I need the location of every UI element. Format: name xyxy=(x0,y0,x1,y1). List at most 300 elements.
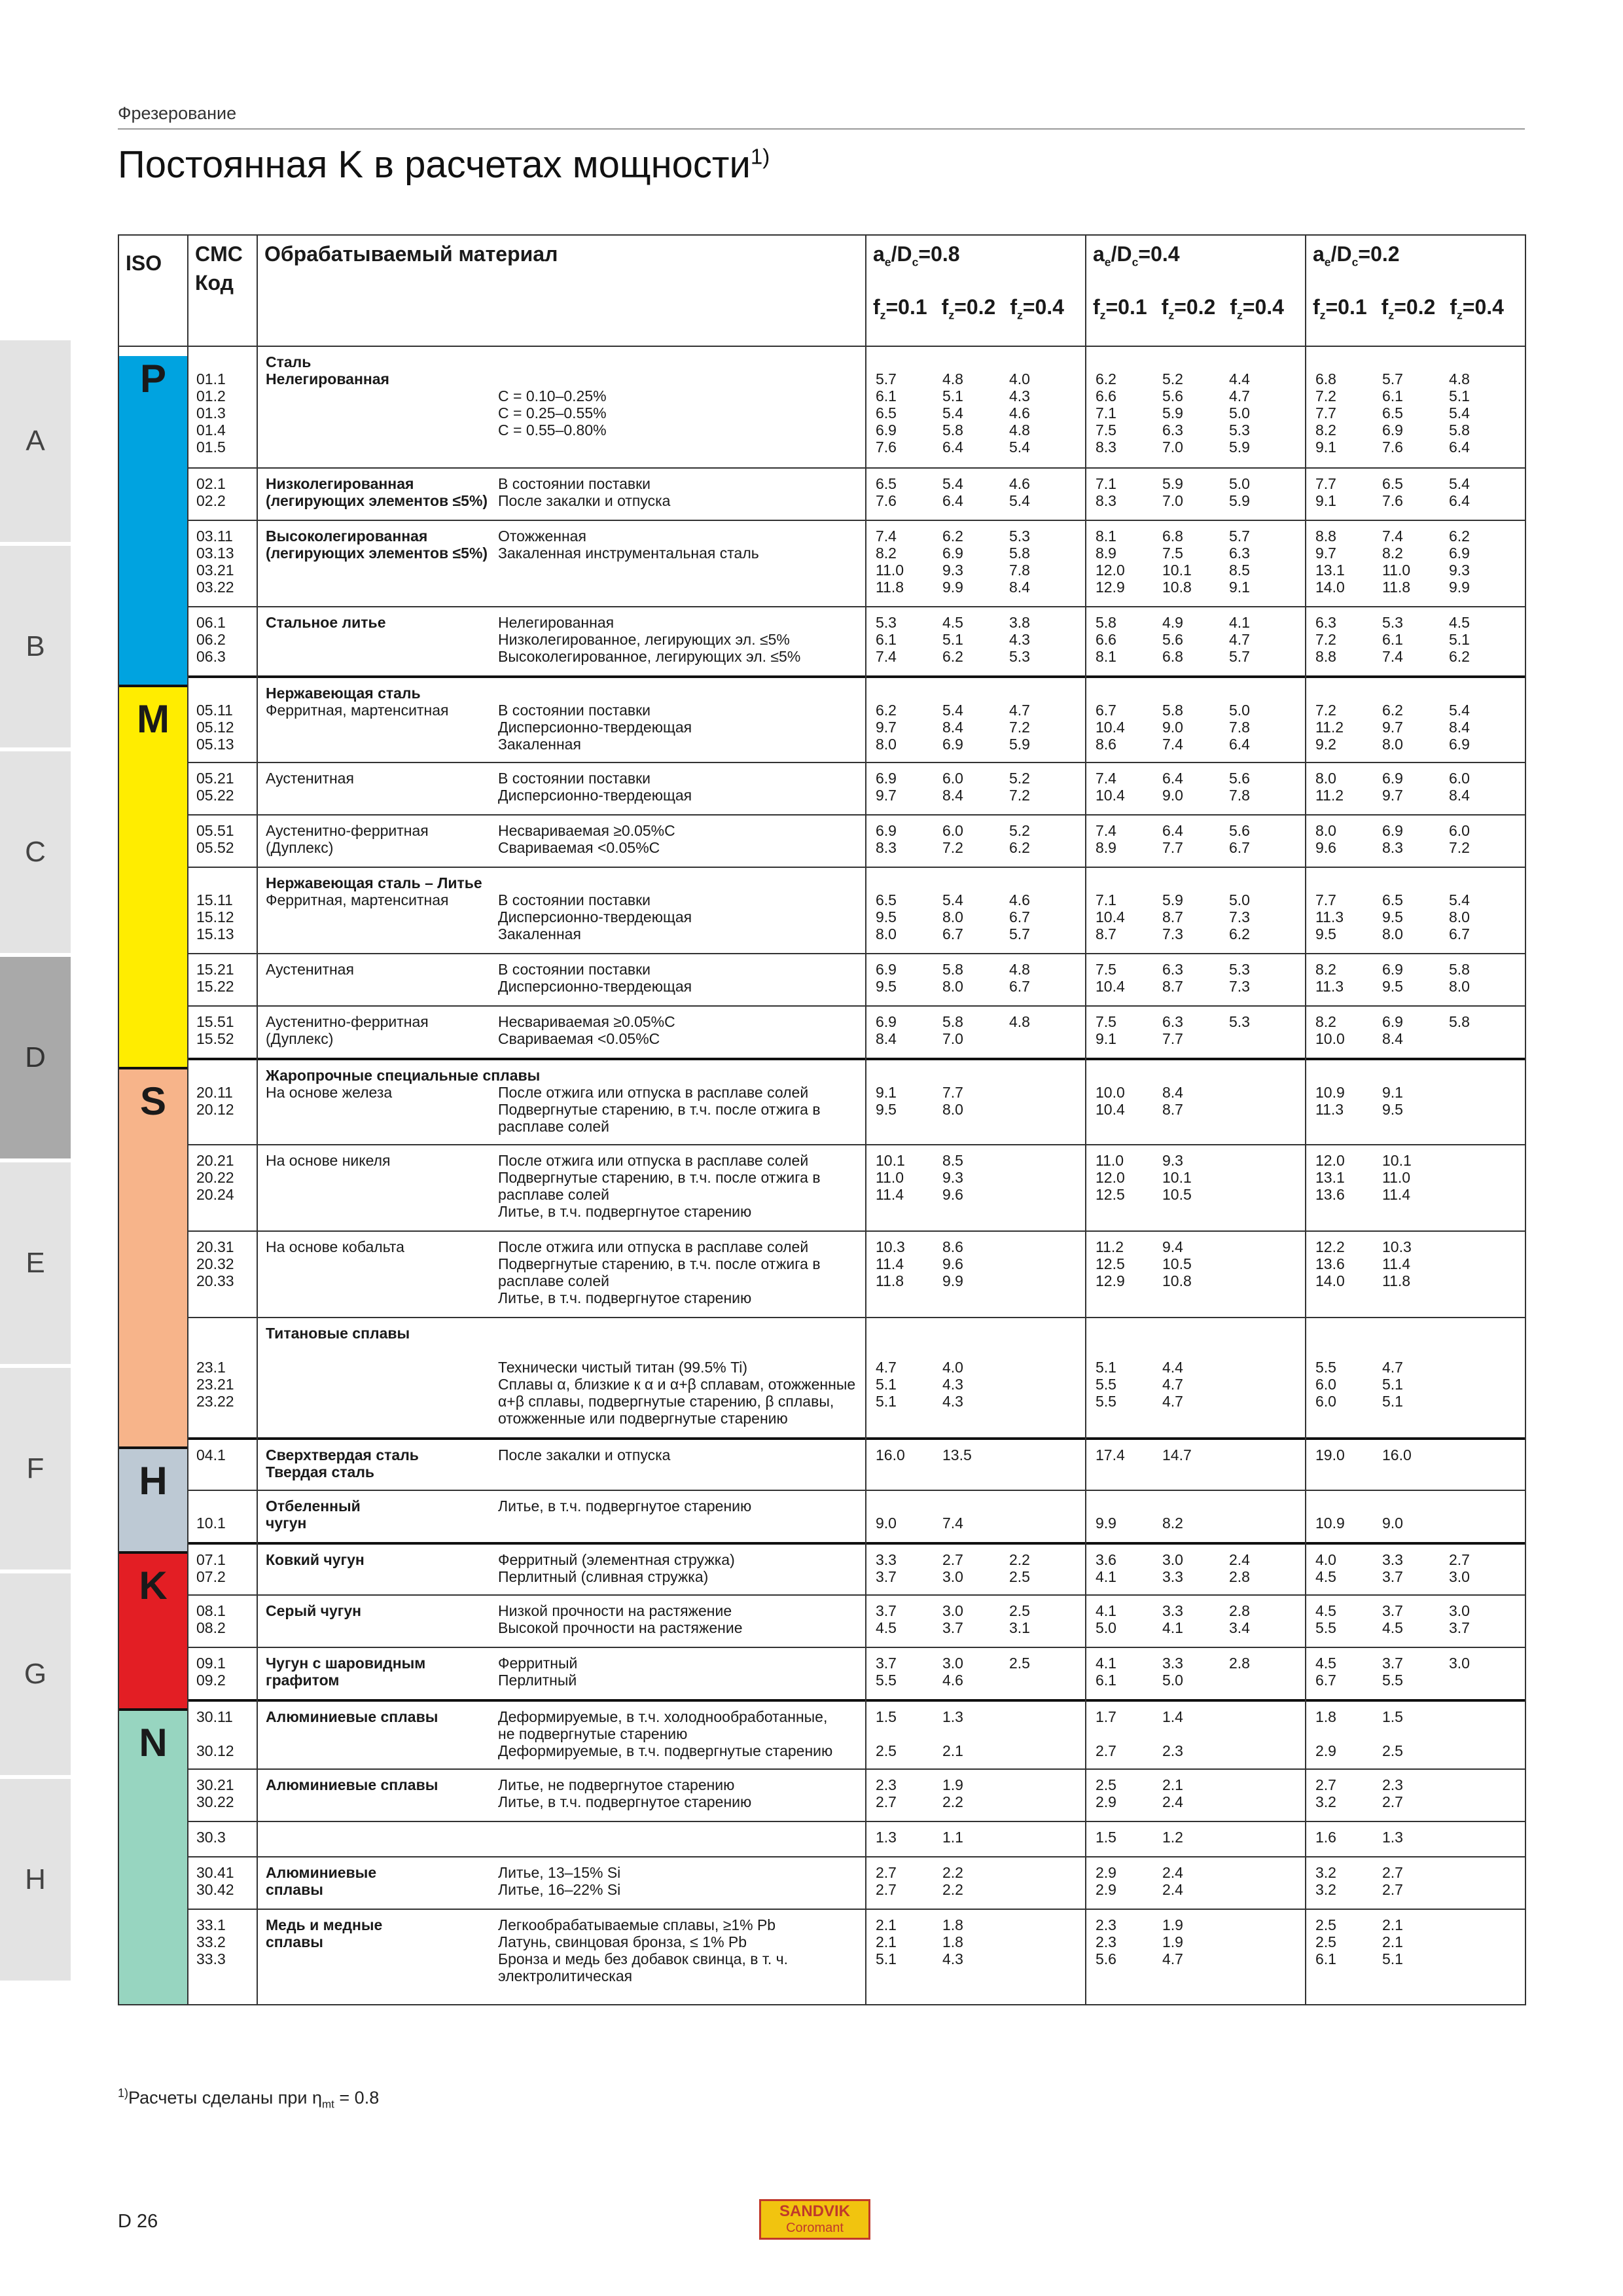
value-row xyxy=(1306,1359,1525,1376)
k-value: 2.5 xyxy=(1009,1568,1030,1585)
value-group xyxy=(866,1144,1085,1230)
k-value: 7.2 xyxy=(1449,839,1470,856)
k-value: 4.5 xyxy=(876,1619,897,1636)
k-value: 9.5 xyxy=(876,978,897,995)
k-value: 11.8 xyxy=(1382,1272,1411,1289)
value-group xyxy=(1086,1699,1305,1768)
k-value: 5.0 xyxy=(1229,702,1250,719)
side-tab-b[interactable]: B xyxy=(0,546,71,747)
cmc-code: 08.1 xyxy=(196,1602,226,1619)
k-value: 5.9 xyxy=(1229,492,1250,509)
value-row xyxy=(1306,1030,1525,1047)
k-value: 4.5 xyxy=(1315,1602,1336,1619)
value-group xyxy=(866,1768,1085,1821)
material-group xyxy=(258,1058,865,1144)
value-row xyxy=(1086,475,1305,492)
k-value: 5.2 xyxy=(1162,370,1183,387)
value-row xyxy=(1306,736,1525,753)
value-row xyxy=(1306,370,1525,387)
k-value: 9.0 xyxy=(1162,787,1183,804)
value-row xyxy=(1086,822,1305,839)
k-value: 5.3 xyxy=(1229,422,1250,439)
k-value: 6.9 xyxy=(876,822,897,839)
k-value xyxy=(1382,1498,1449,1515)
k-value: 7.5 xyxy=(1096,961,1116,978)
k-value: 5.8 xyxy=(942,1013,963,1030)
material-name: Ферритная, мартенситная xyxy=(266,702,449,719)
k-value xyxy=(1229,1446,1296,1463)
value-row xyxy=(866,1030,1085,1047)
k-value: 5.1 xyxy=(942,387,963,404)
k-value: 8.9 xyxy=(1096,839,1116,856)
code-group xyxy=(188,347,257,467)
cmc-code: 15.52 xyxy=(196,1030,234,1047)
value-row xyxy=(1306,1672,1525,1689)
value-row xyxy=(1306,1742,1525,1759)
k-value xyxy=(1229,1101,1296,1118)
value-row xyxy=(1306,1655,1525,1672)
k-value: 1.9 xyxy=(1162,1933,1183,1950)
k-value: 12.0 xyxy=(1096,1169,1125,1186)
k-value: 8.4 xyxy=(942,787,963,804)
k-value: 9.5 xyxy=(1315,925,1336,942)
value-row xyxy=(1086,1742,1305,1759)
value-row xyxy=(866,961,1085,978)
value-row xyxy=(1086,422,1305,439)
value-row xyxy=(866,1101,1085,1118)
material-name: На основе никеля xyxy=(266,1152,391,1169)
k-value: 2.3 xyxy=(1096,1933,1116,1950)
value-group xyxy=(866,1317,1085,1437)
k-value: 4.1 xyxy=(1096,1655,1116,1672)
k-value: 6.9 xyxy=(1382,770,1403,787)
k-value xyxy=(1009,1742,1076,1759)
value-row xyxy=(866,631,1085,648)
k-value: 7.4 xyxy=(1096,770,1116,787)
k-value: 7.7 xyxy=(1162,1030,1183,1047)
value-row xyxy=(1306,631,1525,648)
fz-label: $f_z=0.2$ xyxy=(941,295,996,322)
k-value: 7.2 xyxy=(1315,631,1336,648)
k-value: 2.7 xyxy=(942,1551,963,1568)
value-group xyxy=(1306,1230,1525,1317)
k-value: 5.1 xyxy=(876,1950,897,1967)
k-value: 6.0 xyxy=(942,822,963,839)
k-value: 5.8 xyxy=(1449,422,1470,439)
cmc-code: 01.3 xyxy=(196,404,226,422)
value-row xyxy=(1306,648,1525,665)
k-value: 4.7 xyxy=(1229,387,1250,404)
k-value: 7.4 xyxy=(1382,648,1403,665)
value-group xyxy=(1086,1005,1305,1058)
material-group xyxy=(258,467,865,520)
value-row xyxy=(1086,631,1305,648)
k-value: 9.7 xyxy=(1315,545,1336,562)
value-row xyxy=(866,925,1085,942)
side-tab-c[interactable]: C xyxy=(0,751,71,953)
value-row xyxy=(1086,492,1305,509)
value-row xyxy=(866,1725,1085,1742)
k-value: 11.3 xyxy=(1315,908,1344,925)
value-row xyxy=(866,1708,1085,1725)
side-tab-d[interactable]: D xyxy=(0,957,71,1158)
value-group xyxy=(1306,675,1525,762)
k-value xyxy=(1009,1916,1076,1933)
k-value: 8.2 xyxy=(1315,1013,1336,1030)
k-value: 8.4 xyxy=(1449,787,1470,804)
k-value: 6.4 xyxy=(1449,439,1470,456)
k-value: 11.8 xyxy=(876,579,904,596)
k-value: 9.1 xyxy=(876,1084,897,1101)
k-value: 8.3 xyxy=(1096,492,1116,509)
k-value: 2.1 xyxy=(1382,1916,1403,1933)
k-value: 10.4 xyxy=(1096,978,1125,995)
k-value: 8.3 xyxy=(876,839,897,856)
value-row xyxy=(1086,1655,1305,1672)
cmc-code: 20.24 xyxy=(196,1186,234,1203)
k-value: 6.9 xyxy=(1382,1013,1403,1030)
k-value: 6.9 xyxy=(1382,822,1403,839)
iso-group-h xyxy=(119,1446,187,1551)
value-row xyxy=(866,1342,1085,1359)
k-value: 5.1 xyxy=(876,1376,897,1393)
k-value: 10.0 xyxy=(1315,1030,1345,1047)
value-row xyxy=(1086,736,1305,753)
k-value: 4.1 xyxy=(1096,1568,1116,1585)
value-group xyxy=(1086,606,1305,675)
k-value: 4.5 xyxy=(942,614,963,631)
k-value: 5.3 xyxy=(1009,648,1030,665)
k-value: 3.0 xyxy=(1449,1568,1470,1585)
k-value: 14.0 xyxy=(1315,579,1345,596)
k-value: 3.3 xyxy=(1162,1602,1183,1619)
k-value: 4.0 xyxy=(1009,370,1030,387)
k-value: 9.5 xyxy=(1382,1101,1403,1118)
k-value: 1.9 xyxy=(1162,1916,1183,1933)
value-group xyxy=(1086,1058,1305,1144)
material-condition: В состоянии поставки Дисперсионно-твердеющая xyxy=(498,961,692,995)
value-row xyxy=(1086,787,1305,804)
k-value: 7.8 xyxy=(1229,787,1250,804)
k-value xyxy=(1449,1272,1516,1289)
material-name: Чугун с шаровидным графитом xyxy=(266,1655,426,1689)
k-value: 7.7 xyxy=(1315,475,1336,492)
material-name: Серый чугун xyxy=(266,1602,362,1619)
side-tab-f[interactable]: F xyxy=(0,1368,71,1570)
value-row xyxy=(1086,1446,1305,1463)
cmc-code: 01.2 xyxy=(196,387,226,404)
value-group xyxy=(1086,1230,1305,1317)
value-group xyxy=(866,762,1085,814)
cmc-code xyxy=(196,1498,249,1515)
k-value: 2.5 xyxy=(1315,1933,1336,1950)
value-row xyxy=(1306,1829,1525,1846)
value-group xyxy=(1086,953,1305,1005)
k-value: 3.7 xyxy=(876,1655,897,1672)
code-group xyxy=(188,1490,257,1542)
k-value: 5.3 xyxy=(1382,614,1403,631)
cmc-code: 23.21 xyxy=(196,1376,234,1393)
value-group xyxy=(866,867,1085,953)
value-row xyxy=(866,1776,1085,1793)
value-row xyxy=(1086,891,1305,908)
value-row xyxy=(1306,1515,1525,1532)
value-group xyxy=(1086,762,1305,814)
value-group xyxy=(866,1490,1085,1542)
value-row xyxy=(1306,1446,1525,1463)
k-value: 1.3 xyxy=(1382,1829,1403,1846)
k-value: 7.8 xyxy=(1009,562,1030,579)
material-condition: В состоянии поставки Дисперсионно-твердеющая Закаленная xyxy=(498,702,692,753)
value-row xyxy=(1086,1498,1305,1515)
cmc-code: 20.32 xyxy=(196,1255,234,1272)
k-value: 12.0 xyxy=(1315,1152,1345,1169)
value-row xyxy=(866,891,1085,908)
k-value: 11.4 xyxy=(876,1255,904,1272)
k-value xyxy=(1449,1446,1516,1463)
code-group xyxy=(188,675,257,762)
k-value: 9.1 xyxy=(1382,1084,1403,1101)
cmc-code: 20.33 xyxy=(196,1272,234,1289)
k-value: 7.5 xyxy=(1096,422,1116,439)
cmc-code: 30.12 xyxy=(196,1742,234,1759)
cmc-code: 02.1 xyxy=(196,475,226,492)
k-value: 7.3 xyxy=(1229,978,1250,995)
k-value xyxy=(1009,1101,1076,1118)
k-value: 2.8 xyxy=(1229,1655,1250,1672)
iso-group-p xyxy=(119,356,187,685)
k-value: 4.4 xyxy=(1229,370,1250,387)
k-value: 6.2 xyxy=(942,528,963,545)
side-tab-e[interactable]: E xyxy=(0,1162,71,1364)
value-row xyxy=(1086,439,1305,456)
material-group xyxy=(258,1437,865,1490)
k-value: 5.4 xyxy=(1449,404,1470,422)
material-name: На основе железа xyxy=(266,1084,393,1101)
value-row xyxy=(1306,404,1525,422)
value-row xyxy=(866,439,1085,456)
k-value: 5.7 xyxy=(1229,648,1250,665)
k-value: 10.0 xyxy=(1096,1084,1125,1101)
k-value: 6.9 xyxy=(876,961,897,978)
k-value: 5.9 xyxy=(1009,736,1030,753)
side-tab-h[interactable]: H xyxy=(0,1779,71,1981)
cmc-code: 03.21 xyxy=(196,562,234,579)
code-group xyxy=(188,1005,257,1058)
value-group xyxy=(1086,1821,1305,1856)
k-value: 1.3 xyxy=(876,1829,897,1846)
code-group xyxy=(188,762,257,814)
value-row xyxy=(866,702,1085,719)
k-value xyxy=(1096,1498,1162,1515)
material-group xyxy=(258,1005,865,1058)
k-value: 19.0 xyxy=(1315,1446,1345,1463)
k-value xyxy=(1229,1376,1296,1393)
k-value: 5.4 xyxy=(1009,439,1030,456)
value-row xyxy=(866,1602,1085,1619)
k-value: 8.5 xyxy=(942,1152,963,1169)
k-value: 6.5 xyxy=(1382,404,1403,422)
k-value: 8.0 xyxy=(1315,770,1336,787)
cmc-code: 05.13 xyxy=(196,736,234,753)
k-value: 11.8 xyxy=(1382,579,1411,596)
value-row xyxy=(866,562,1085,579)
k-value xyxy=(1449,1376,1516,1393)
page-number: D 26 xyxy=(118,2211,158,2232)
material-condition: Низкой прочности на растяжение Высокой прочности на растяжение xyxy=(498,1602,743,1636)
k-value: 11.2 xyxy=(1315,719,1344,736)
value-group xyxy=(1306,1058,1525,1144)
power-constant-table xyxy=(118,234,1526,2005)
k-value: 4.7 xyxy=(1162,1950,1183,1967)
material-group xyxy=(258,1490,865,1542)
k-value xyxy=(1449,1498,1516,1515)
values-ratio-0.8 xyxy=(866,346,1086,2005)
k-value xyxy=(1009,1030,1076,1047)
k-value: 6.4 xyxy=(1449,492,1470,509)
k-value: 2.7 xyxy=(876,1881,897,1898)
k-value: 8.8 xyxy=(1315,528,1336,545)
k-value: 4.1 xyxy=(1229,614,1250,631)
code-group xyxy=(188,1542,257,1594)
material-group xyxy=(258,1594,865,1647)
k-value: 9.1 xyxy=(1315,439,1336,456)
k-value: 9.9 xyxy=(942,1272,963,1289)
value-row xyxy=(1306,1152,1525,1169)
value-row xyxy=(866,387,1085,404)
value-row xyxy=(1086,839,1305,856)
k-value: 9.0 xyxy=(1162,719,1183,736)
k-value xyxy=(1009,1342,1076,1359)
k-value: 4.7 xyxy=(1229,631,1250,648)
value-row xyxy=(1306,908,1525,925)
k-value xyxy=(942,1342,1009,1359)
value-group xyxy=(1306,953,1525,1005)
material-group xyxy=(258,1542,865,1594)
k-value: 2.8 xyxy=(1229,1602,1250,1619)
value-row xyxy=(866,908,1085,925)
k-value xyxy=(1449,1933,1516,1950)
k-value: 9.0 xyxy=(876,1515,897,1532)
k-value: 8.0 xyxy=(1449,908,1470,925)
k-value: 2.7 xyxy=(1382,1864,1403,1881)
value-row xyxy=(1306,1602,1525,1619)
value-group xyxy=(866,1437,1085,1490)
cmc-code: 20.12 xyxy=(196,1101,234,1118)
k-value: 2.7 xyxy=(1382,1881,1403,1898)
k-value: 4.3 xyxy=(1009,631,1030,648)
header-ratio-0.8 xyxy=(866,235,1086,346)
k-value: 7.7 xyxy=(1162,839,1183,856)
k-value xyxy=(1009,1255,1076,1272)
k-value xyxy=(1229,1084,1296,1101)
material-condition: После закалки и отпуска xyxy=(498,1446,671,1463)
material-group xyxy=(258,1699,865,1768)
material-condition: Нелегированная Низколегированное, легирующих эл. ≤5% Высоколегированное, легирующих эл. ≤5% xyxy=(498,614,801,665)
cmc-code: 15.13 xyxy=(196,925,234,942)
k-value: 13.6 xyxy=(1315,1186,1345,1203)
k-value: 5.5 xyxy=(1096,1376,1116,1393)
k-value: 5.1 xyxy=(1449,631,1470,648)
value-row xyxy=(1086,1776,1305,1793)
value-row xyxy=(1306,1255,1525,1272)
cmc-code: 15.22 xyxy=(196,978,234,995)
value-group xyxy=(1086,347,1305,467)
k-value: 12.9 xyxy=(1096,579,1125,596)
k-value: 6.1 xyxy=(876,631,897,648)
value-row xyxy=(1306,1916,1525,1933)
value-row xyxy=(1306,475,1525,492)
material-name: На основе кобальта xyxy=(266,1238,404,1255)
cmc-code: 04.1 xyxy=(196,1446,226,1463)
k-value: 9.5 xyxy=(876,908,897,925)
value-row xyxy=(866,1152,1085,1169)
k-value: 7.0 xyxy=(1162,492,1183,509)
side-tab-a[interactable]: A xyxy=(0,340,71,542)
header-rule xyxy=(118,128,1525,130)
k-value xyxy=(1009,1933,1076,1950)
material-name: Алюминиевые сплавы xyxy=(266,1864,377,1898)
code-group xyxy=(188,520,257,606)
k-value: 5.2 xyxy=(1009,822,1030,839)
cmc-code: 05.12 xyxy=(196,719,234,736)
cmc-code: 03.13 xyxy=(196,545,234,562)
material-condition: После отжига или отпуска в расплаве солей Подвергнутые старению, в т.ч. после отжига в расплаве солей xyxy=(498,1084,821,1135)
value-row xyxy=(866,1568,1085,1585)
k-value: 8.0 xyxy=(1382,925,1403,942)
cmc-code: 30.22 xyxy=(196,1793,234,1810)
k-value: 6.9 xyxy=(1449,545,1470,562)
k-value: 6.4 xyxy=(942,439,963,456)
k-value: 6.3 xyxy=(1229,545,1250,562)
value-group xyxy=(866,1542,1085,1594)
k-value: 3.3 xyxy=(1162,1568,1183,1585)
value-group xyxy=(1086,1647,1305,1699)
k-value xyxy=(1096,1342,1162,1359)
k-value: 5.0 xyxy=(1229,891,1250,908)
k-value xyxy=(1229,1359,1296,1376)
k-value: 3.3 xyxy=(1162,1655,1183,1672)
code-group xyxy=(188,1058,257,1144)
k-value: 4.5 xyxy=(1315,1568,1336,1585)
k-value: 6.3 xyxy=(1162,422,1183,439)
side-tab-g[interactable]: G xyxy=(0,1573,71,1775)
k-value: 1.5 xyxy=(876,1708,897,1725)
material-name: Ферритная, мартенситная xyxy=(266,891,449,908)
value-group xyxy=(866,606,1085,675)
k-value: 5.5 xyxy=(876,1672,897,1689)
k-value: 11.0 xyxy=(1096,1152,1124,1169)
cmc-code: 20.31 xyxy=(196,1238,234,1255)
k-value: 6.7 xyxy=(1449,925,1470,942)
k-value: 2.2 xyxy=(942,1793,963,1810)
value-row xyxy=(1086,1916,1305,1933)
value-row xyxy=(866,719,1085,736)
value-row xyxy=(1306,1186,1525,1203)
value-group xyxy=(1306,1542,1525,1594)
k-value: 7.1 xyxy=(1096,475,1116,492)
section-label: Фрезерование xyxy=(118,103,237,123)
k-value: 5.8 xyxy=(1449,961,1470,978)
cmc-code: 10.1 xyxy=(196,1515,226,1532)
k-value: 2.7 xyxy=(1382,1793,1403,1810)
k-value: 5.4 xyxy=(942,404,963,422)
value-row xyxy=(1086,579,1305,596)
value-row xyxy=(1086,1030,1305,1047)
value-row xyxy=(1306,719,1525,736)
k-value xyxy=(1449,1708,1516,1725)
value-row xyxy=(866,1255,1085,1272)
